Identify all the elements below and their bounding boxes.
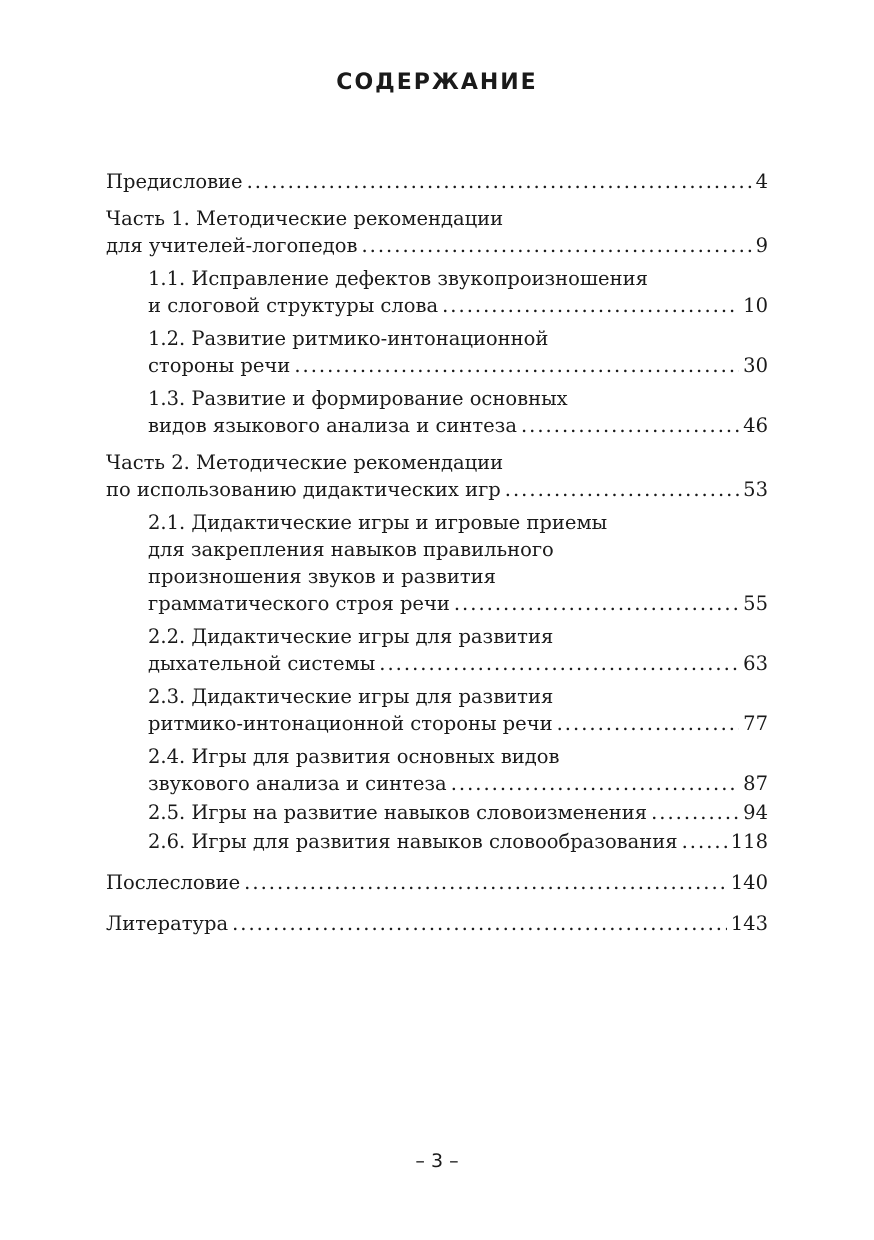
dot-leader [521,412,739,439]
toc-entry-text: дыхательной системы [148,652,376,675]
page-number: 140 [730,871,768,894]
page-number: 55 [743,592,768,615]
toc-entry-text: Предисловие [106,170,243,193]
page-number: 4 [755,170,768,193]
dot-leader [451,770,739,797]
toc-entry-1-3[interactable] [106,385,768,439]
toc-entry-2-3[interactable] [106,683,768,737]
toc-entry-text: 2.1. Дидактические игры и игровые приемы [148,511,608,534]
table-of-contents [106,168,768,937]
dot-leader [442,292,739,319]
toc-entry-literature[interactable] [106,910,768,937]
toc-entry-text: для закрепления навыков правильного [148,538,554,561]
toc-entry-text: ритмико-интонационной стороны речи [148,712,553,735]
dot-leader [244,869,727,896]
toc-entry-text: 2.4. Игры для развития основных видов [148,745,560,768]
page-number: 53 [743,478,768,501]
page-number: 9 [755,234,768,257]
page-number: 30 [743,354,768,377]
page-number: 46 [743,414,768,437]
toc-entry-text: 2.6. Игры для развития навыков словообразования [148,830,678,853]
toc-entry-text: стороны речи [148,354,291,377]
dot-leader [232,910,727,937]
toc-entry-text: для учителей-логопедов [106,234,358,257]
toc-entry-text: 1.1. Исправление дефектов звукопроизношения [148,267,648,290]
toc-entry-text: Часть 1. Методические рекомендации [106,207,504,230]
dot-leader [361,232,751,259]
toc-entry-1-2[interactable] [106,325,768,379]
dot-leader [454,590,739,617]
toc-entry-text: по использованию дидактических игр [106,478,501,501]
dot-leader [682,828,727,855]
toc-entry-text: 1.3. Развитие и формирование основных [148,387,568,410]
toc-entry-text: звукового анализа и синтеза [148,772,447,795]
toc-entry-text: Литература [106,912,229,935]
toc-entry-text: произношения звуков и развития [148,565,496,588]
page-number: 94 [743,801,768,824]
dot-leader [505,476,739,503]
toc-entry-text: 2.2. Дидактические игры для развития [148,625,554,648]
toc-entry-text: и слоговой структуры слова [148,294,439,317]
page-number: 143 [730,912,768,935]
toc-entry-text: 2.3. Дидактические игры для развития [148,685,554,708]
page-number: 10 [743,294,768,317]
dot-leader [294,352,739,379]
page-number: 77 [743,712,768,735]
toc-entry-2-2[interactable] [106,623,768,677]
page-number: 118 [730,830,768,853]
page-title: СОДЕРЖАНИЕ [336,70,538,95]
toc-entry-text: 2.5. Игры на развитие навыков словоизменения [148,801,648,824]
toc-entry-text: 1.2. Развитие ритмико-интонационной [148,327,549,350]
dot-leader [651,799,739,826]
toc-entry-2-5[interactable] [106,799,768,826]
toc-entry-1-1[interactable] [106,265,768,319]
toc-entry-2-6[interactable] [106,828,768,855]
page-number: 63 [743,652,768,675]
toc-entry-text: Послесловие [106,871,241,894]
toc-entry-preface[interactable] [106,168,768,195]
toc-entry-2-4[interactable] [106,743,768,797]
toc-entry-part-1[interactable] [106,205,768,259]
toc-entry-text: видов языкового анализа и синтеза [148,414,517,437]
toc-entry-text: грамматического строя речи [148,592,450,615]
toc-entry-2-1[interactable] [106,509,768,617]
dot-leader [557,710,740,737]
dot-leader [247,168,752,195]
toc-entry-text: Часть 2. Методические рекомендации [106,451,504,474]
dot-leader [379,650,739,677]
page-footer-number: – 3 – [415,1150,459,1172]
page-number: 87 [743,772,768,795]
toc-entry-part-2[interactable] [106,449,768,503]
toc-entry-afterword[interactable] [106,869,768,896]
